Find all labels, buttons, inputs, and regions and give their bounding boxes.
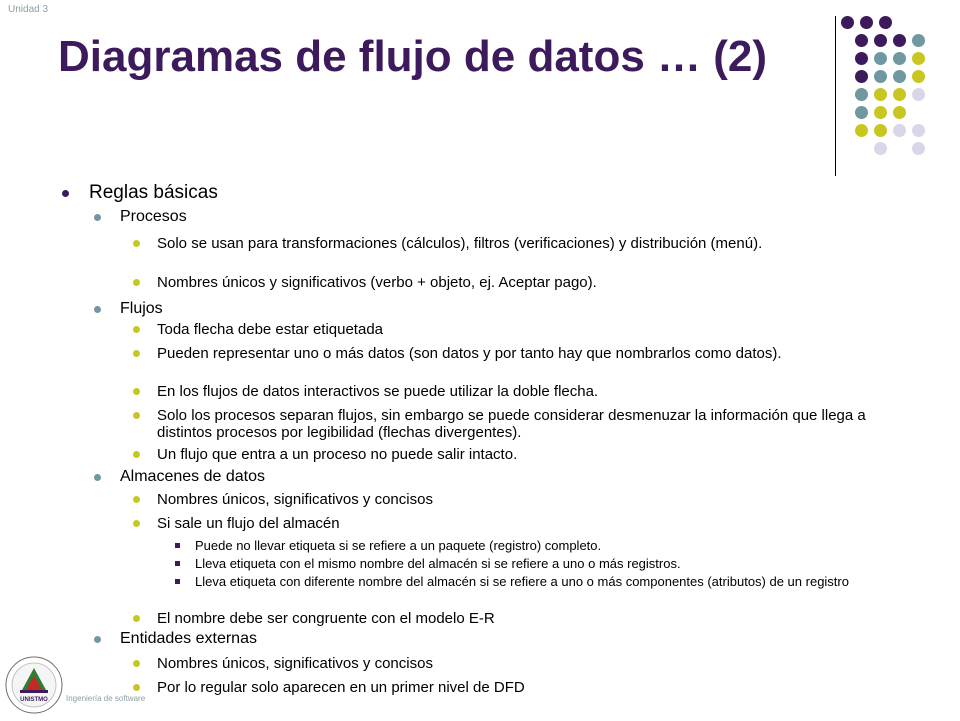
dot [874,70,887,83]
bullet-text: Entidades externas [120,630,257,647]
dot [855,70,868,83]
bullet-text: El nombre debe ser congruente con el modelo E-R [157,610,495,627]
bullet-text: Procesos [120,208,187,225]
dot [841,16,854,29]
dot [912,124,925,137]
bullet-icon [133,520,140,527]
bullet-level2 [94,630,884,648]
dot [855,88,868,101]
dot [860,16,873,29]
bullet-icon [133,279,140,286]
bullet-icon [133,350,140,357]
dot [874,142,887,155]
bullet-icon [133,451,140,458]
bullet-icon [133,496,140,503]
bullet-level1 [62,182,882,204]
bullet-level3 [133,345,883,362]
bullet-level3 [133,491,883,508]
dot [855,52,868,65]
bullet-level3 [133,610,883,627]
dot [855,34,868,47]
bullet-text: Lleva etiqueta con el mismo nombre del almacén si se refiere a uno o más registros. [195,556,681,571]
bullet-icon [62,190,69,197]
bullet-text: Pueden representar uno o más datos (son datos y por tanto hay que nombrarlos como datos). [157,345,782,362]
bullet-text: Solo los procesos separan flujos, sin embargo se puede considerar desmenuzar la información que llega a distintos procesos por legibilidad (flechas divergentes). [157,407,866,441]
slide-title: Diagramas de flujo de datos … (2) [58,32,768,81]
dot [893,70,906,83]
bullet-icon [133,326,140,333]
bullet-icon [133,684,140,691]
dot [874,88,887,101]
university-logo [4,654,64,721]
bullet-level3 [133,446,883,463]
bullet-text: Nombres únicos, significativos y concisos [157,491,433,508]
dot [893,124,906,137]
footer-text: Ingeniería de software [66,694,146,703]
dot [912,52,925,65]
bullet-icon [175,543,180,548]
bullet-level4 [175,539,895,553]
bullet-level3 [133,407,883,441]
dot [855,106,868,119]
bullet-level3 [133,383,883,400]
bullet-level3 [133,515,883,532]
bullet-icon [175,579,180,584]
bullet-text: Solo se usan para transformaciones (cálculos), filtros (verificaciones) y distribución (menú). [157,235,763,252]
bullet-level4 [175,575,895,589]
bullet-level2 [94,300,884,318]
dot [912,70,925,83]
bullet-icon [133,660,140,667]
bullet-text: Nombres únicos y significativos (verbo + objeto, ej. Aceptar pago). [157,274,597,291]
dot [912,142,925,155]
bullet-icon [133,615,140,622]
dot [874,106,887,119]
bullet-icon [94,306,101,313]
bullet-text: Lleva etiqueta con diferente nombre del almacén si se refiere a uno o más componentes (atributos) de un registro [195,574,849,589]
bullet-icon [94,636,101,643]
dot [893,106,906,119]
bullet-icon [94,214,101,221]
bullet-text: Toda flecha debe estar etiquetada [157,321,384,338]
bullet-level2 [94,208,884,226]
divider-line [835,16,836,176]
bullet-level2 [94,468,884,486]
bullet-level4 [175,557,895,571]
dot [855,124,868,137]
dot [912,88,925,101]
dot [893,52,906,65]
bullet-level3 [133,235,883,252]
logo-text: UNISTMO [20,697,48,703]
bullet-icon [133,240,140,247]
bullet-text: Por lo regular solo aparecen en un primer nivel de DFD [157,679,525,696]
bullet-level3 [133,321,883,338]
bullet-text: En los flujos de datos interactivos se puede utilizar la doble flecha. [157,383,599,400]
bullet-text: Flujos [120,300,163,317]
bullet-text: Un flujo que entra a un proceso no puede salir intacto. [157,446,518,463]
bullet-level3 [133,274,883,291]
dot [893,34,906,47]
bullet-text: Puede no llevar etiqueta si se refiere a un paquete (registro) completo. [195,538,602,553]
dot [874,124,887,137]
bullet-level3 [133,655,883,672]
bullet-level3 [133,679,883,696]
bullet-text: Reglas básicas [89,182,218,203]
dot [893,88,906,101]
unit-label: Unidad 3 [8,4,49,15]
dot [879,16,892,29]
bullet-icon [94,474,101,481]
dot [874,52,887,65]
bullet-icon [175,561,180,566]
bullet-icon [133,388,140,395]
dot [912,34,925,47]
dot [874,34,887,47]
bullet-icon [133,412,140,419]
bullet-text: Almacenes de datos [120,468,265,485]
bullet-text: Nombres únicos, significativos y concisos [157,655,433,672]
bullet-text: Si sale un flujo del almacén [157,515,340,532]
